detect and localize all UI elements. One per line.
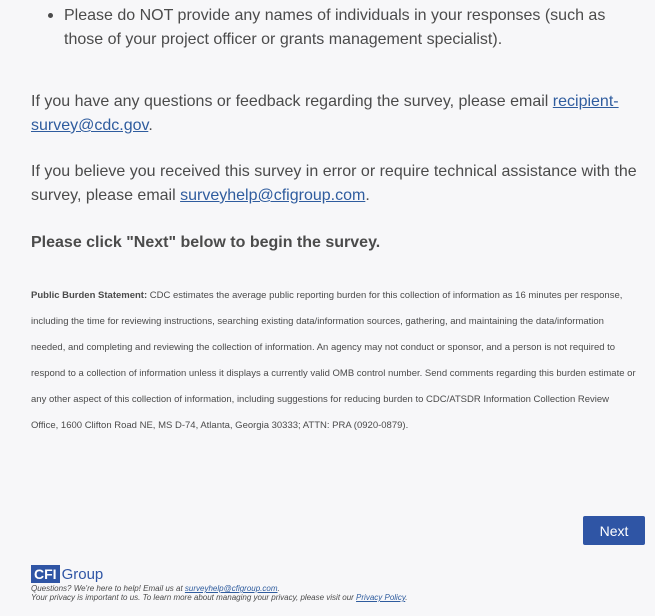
error-text: If you believe you received this survey in error or require technical assistance with the survey, please email — [31, 163, 637, 204]
logo-text: Group — [61, 565, 104, 583]
error-suffix: . — [365, 187, 370, 204]
cfi-group-logo — [31, 564, 631, 584]
footer-privacy-suffix: . — [405, 593, 408, 602]
support-email-link[interactable]: surveyhelp@cfigroup.com — [180, 187, 366, 204]
bullet-icon — [48, 13, 53, 18]
footer-help-suffix: . — [277, 584, 280, 593]
public-burden-statement — [31, 283, 636, 439]
list-item — [48, 4, 628, 52]
footer-privacy-line — [31, 593, 631, 602]
burden-text: CDC estimates the average public reporting burden for this collection of information as 16 minutes per response, including the time for reviewing instructions, searching existing data/information sources, gathering, and maintaining the data/information needed, and completing and reviewing the collection of information. An agency may not conduct or sponsor, and a person is not required to respond to a collection of information unless it displays a currently valid OMB control number. Send comments regarding this burden estimate or any other aspect of this collection of information, including suggestions for reducing burden to CDC/ATSDR Information Collection Review Office, 1600 Clifton Road NE, MS D-74, Atlanta, Georgia 30333; ATTN: PRA (0920-0879). — [31, 290, 636, 431]
instructions-list — [48, 4, 628, 52]
footer-help-line — [31, 584, 631, 593]
feedback-text: If you have any questions or feedback regarding the survey, please email — [31, 93, 553, 110]
footer — [31, 564, 631, 602]
next-button[interactable]: Next — [583, 516, 645, 545]
burden-label: Public Burden Statement: — [31, 290, 148, 301]
error-paragraph — [31, 160, 641, 208]
begin-instruction: Please click "Next" below to begin the survey. — [31, 234, 381, 251]
feedback-email-link[interactable]: recipient-survey@cdc.gov — [31, 93, 619, 134]
footer-help-text: Questions? We're here to help! Email us at — [31, 584, 185, 593]
feedback-suffix: . — [148, 117, 153, 134]
logo-box: CFI — [31, 565, 60, 583]
feedback-paragraph — [31, 90, 641, 138]
bullet-text: Please do NOT provide any names of individuals in your responses (such as those of your project officer or grants management specialist). — [64, 7, 606, 48]
footer-email-link[interactable]: surveyhelp@cfigroup.com — [184, 584, 278, 593]
footer-privacy-text: Your privacy is important to us. To learn more about managing your privacy, please visit our — [31, 593, 357, 602]
privacy-policy-link[interactable]: Privacy Policy — [356, 593, 406, 602]
